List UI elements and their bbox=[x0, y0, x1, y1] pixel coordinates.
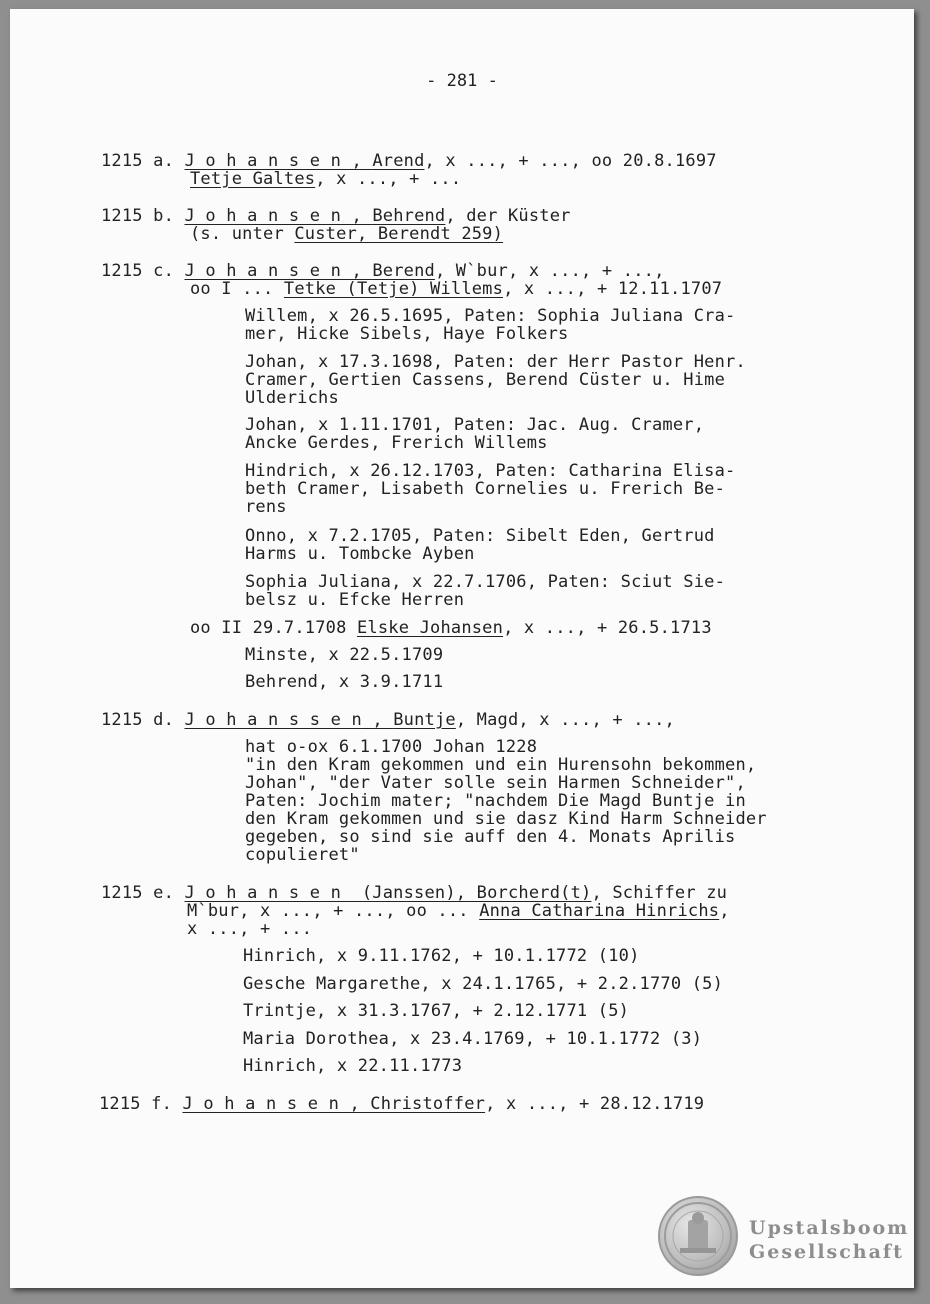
child-entry: Cramer, Gertien Cassens, Berend Cüster u. Hime bbox=[245, 370, 726, 390]
child-entry: Ancke Gerdes, Frerich Willems bbox=[245, 433, 548, 453]
child-entry: Willem, x 26.5.1695, Paten: Sophia Juliana Cra- bbox=[245, 306, 736, 326]
child-entry: Ulderichs bbox=[245, 388, 339, 408]
entry-1215e-line3: x ..., + ... bbox=[187, 919, 313, 939]
child-entry: Behrend, x 3.9.1711 bbox=[245, 672, 444, 692]
logo-line2: Gesellschaft bbox=[749, 1241, 904, 1263]
child-entry: Hindrich, x 26.12.1703, Paten: Catharina Elisa- bbox=[245, 461, 736, 481]
child-entry: rens bbox=[245, 497, 287, 517]
page-number: - 281 - bbox=[426, 71, 498, 91]
child-entry: Johan, x 17.3.1698, Paten: der Herr Pastor Henr. bbox=[245, 352, 746, 372]
note-line: den Kram gekommen und sie dasz Kind Harm Schneider bbox=[245, 809, 767, 829]
note-line: hat o-ox 6.1.1700 Johan 1228 bbox=[245, 737, 538, 757]
entry-1215b-line2: (s. unter Custer, Berendt 259) bbox=[190, 224, 504, 244]
child-entry: mer, Hicke Sibels, Haye Folkers bbox=[245, 324, 569, 344]
child-entry: belsz u. Efcke Herren bbox=[245, 590, 465, 610]
entry-1215e-line2: M`bur, x ..., + ..., oo ... Anna Catharina Hinrichs, bbox=[187, 901, 730, 921]
note-line: "in den Kram gekommen und ein Hurensohn bekommen, bbox=[245, 755, 757, 775]
child-entry: Sophia Juliana, x 22.7.1706, Paten: Sciut Sie- bbox=[245, 572, 726, 592]
child-entry: Harms u. Tombcke Ayben bbox=[245, 544, 475, 564]
child-entry: Gesche Margarethe, x 24.1.1765, + 2.2.1770 (5) bbox=[243, 974, 724, 994]
logo-line1: Upstalsboom bbox=[749, 1217, 910, 1239]
child-entry: Johan, x 1.11.1701, Paten: Jac. Aug. Cramer, bbox=[245, 415, 705, 435]
entry-1215e-line1: 1215 e. J o h a n s e n (Janssen), Borcherd(t), Schiffer zu bbox=[101, 883, 728, 903]
note-line: gegeben, so sind sie auff den 4. Monats Aprilis bbox=[245, 827, 736, 847]
entry-1215b-line1: 1215 b. J o h a n s e n , Behrend, der Küster bbox=[101, 206, 571, 226]
note-line: Johan", "der Vater solle sein Harmen Schneider", bbox=[245, 773, 746, 793]
child-entry: Trintje, x 31.3.1767, + 2.12.1771 (5) bbox=[243, 1001, 630, 1021]
entry-1215c-marriage1: oo I ... Tetke (Tetje) Willems, x ..., + 12.11.1707 bbox=[190, 279, 723, 299]
entry-1215c-marriage2: oo II 29.7.1708 Elske Johansen, x ..., + 26.5.1713 bbox=[190, 618, 712, 638]
note-line: Paten: Jochim mater; "nachdem Die Magd Buntje in bbox=[245, 791, 746, 811]
document-page bbox=[10, 9, 914, 1288]
child-entry: Maria Dorothea, x 23.4.1769, + 10.1.1772 (3) bbox=[243, 1029, 703, 1049]
entry-1215c-line1: 1215 c. J o h a n s e n , Berend, W`bur, x ..., + ..., bbox=[101, 261, 665, 281]
entry-1215d-line1: 1215 d. J o h a n s s e n , Buntje, Magd, x ..., + ..., bbox=[101, 710, 675, 730]
entry-1215a-line1: 1215 a. J o h a n s e n , Arend, x ..., + ..., oo 20.8.1697 bbox=[101, 151, 717, 171]
entry-1215a-line2: Tetje Galtes, x ..., + ... bbox=[190, 169, 462, 189]
child-entry: Hinrich, x 22.11.1773 bbox=[243, 1056, 463, 1076]
note-line: copulieret" bbox=[245, 845, 360, 865]
society-logo-text bbox=[749, 1216, 909, 1264]
child-entry: Onno, x 7.2.1705, Paten: Sibelt Eden, Gertrud bbox=[245, 526, 715, 546]
entry-1215f-line1: 1215 f. J o h a n s e n , Christoffer, x ..., + 28.12.1719 bbox=[99, 1094, 705, 1114]
society-seal-icon bbox=[658, 1196, 738, 1276]
child-entry: Hinrich, x 9.11.1762, + 10.1.1772 (10) bbox=[243, 946, 640, 966]
child-entry: beth Cramer, Lisabeth Cornelies u. Frerich Be- bbox=[245, 479, 726, 499]
child-entry: Minste, x 22.5.1709 bbox=[245, 645, 444, 665]
